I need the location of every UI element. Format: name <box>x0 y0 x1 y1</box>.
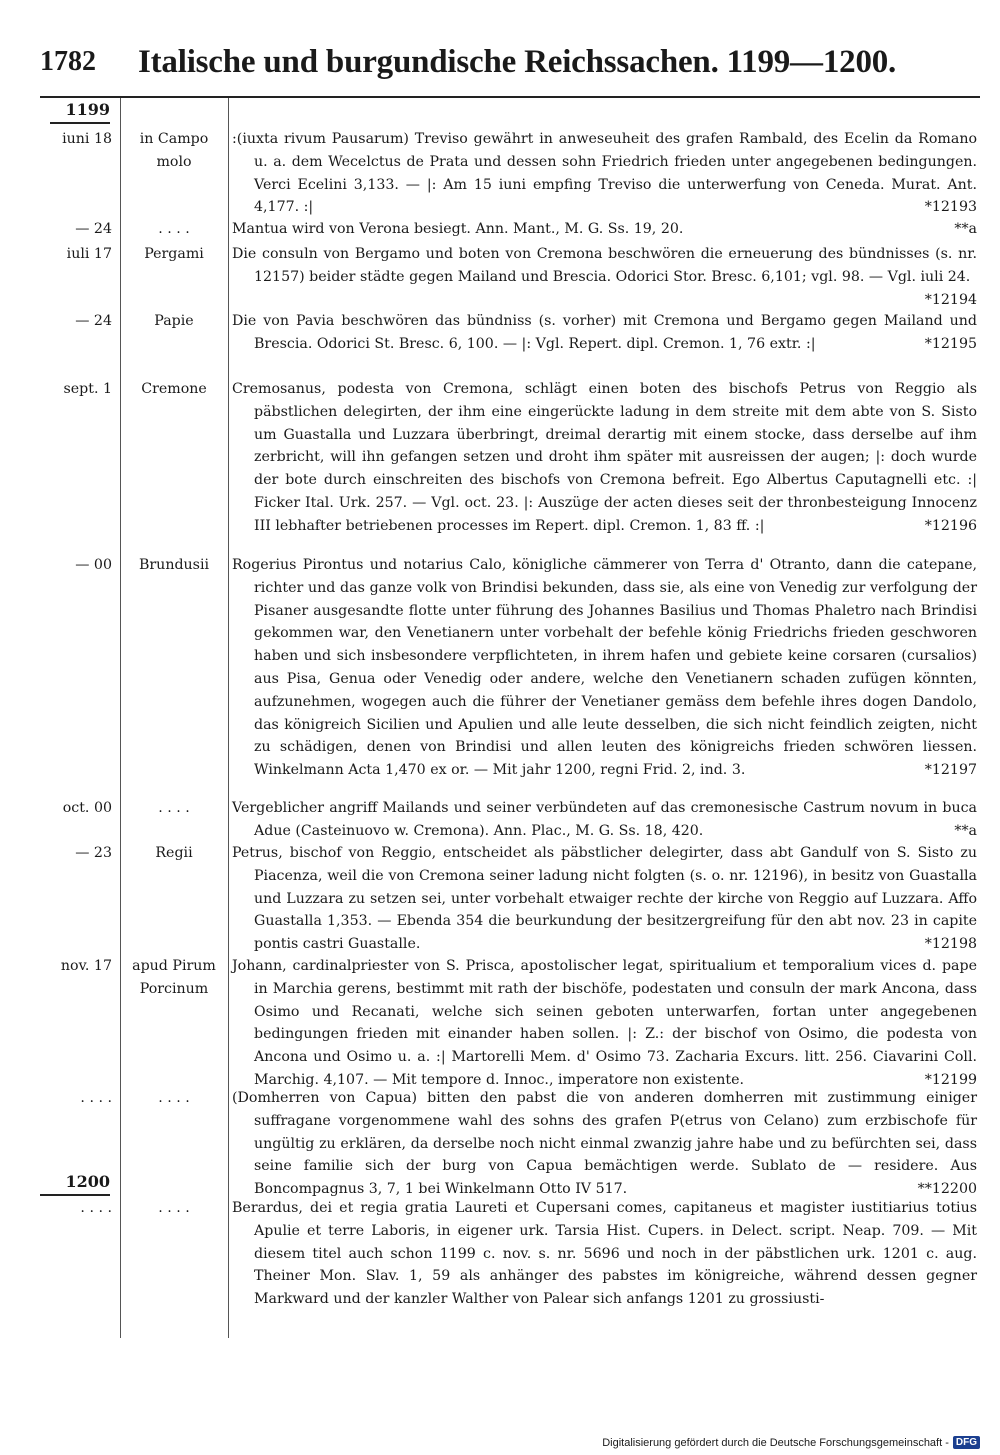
entry-text <box>232 378 977 538</box>
entry-date: — 00 <box>75 557 112 573</box>
entry-date: — 24 <box>75 221 112 237</box>
entry-body: Die von Pavia beschwören das bündniss (s. vorher) mit Cremona und Bergamo gegen Mailand und Brescia. Odorici St. Bresc. 6, 100. — |: Vgl. Repert. dipl. Cremon. 1, 76 extr. :| <box>232 313 977 352</box>
entry-place: Brundusii <box>138 557 210 573</box>
column-divider-date <box>120 98 121 1338</box>
entry-place: . . . . <box>158 1090 190 1106</box>
entry-date: — 24 <box>75 313 112 329</box>
year-mark-1199: 1199 <box>50 100 110 124</box>
entry-place: apud Pirum Porcinum <box>132 958 216 997</box>
entry-date: oct. 00 <box>62 800 112 816</box>
entry-date: . . . . <box>80 1200 112 1216</box>
page-number: 1782 <box>40 46 96 77</box>
entry-text <box>232 310 977 356</box>
entry-text <box>232 128 977 219</box>
entry-date: — 23 <box>75 845 112 861</box>
entry-place: Pergami <box>144 246 204 262</box>
column-divider-place <box>228 98 229 1338</box>
entry-text <box>232 243 977 311</box>
entry-date: nov. 17 <box>60 958 112 974</box>
entry-body: Petrus, bischof von Reggio, entscheidet als päbstlicher delegirter, dass abt Gandulf von S. Sisto zu Piacenza, weil die von Cremona seiner ladung nicht folgten (s. o. nr. 12196), in besitz von Guastalla und Luzzara zu setzen sei, unter vorbehalt etwaiger rechte der kirche von Reggio auf Luzzara. Affo Guastalla 1,353. — Ebenda 354 die beurkundung der besitzergreifung für den abt nov. 23 in capite pontis castri Guastalle. <box>232 845 977 953</box>
year-mark-1200: 1200 <box>40 1172 110 1196</box>
entry-body: (Domherren von Capua) bitten den pabst die von anderen domherren mit zustimmung einiger suffragane vorgenommene wahl des sohns des grafen P(etrus von Celano) zum erzbischofe für ungültig zu erklären, da derselbe noch nicht einmal zwanzig jahre habe und zu befürchten sei, dass seine familie sich der burg von Capua bemächtigen werde. Sublato de — residere. Aus Boncompagnus 3, 7, 1 bei Winkelmann Otto IV 517. <box>232 1090 977 1198</box>
entry-place: Papie <box>154 313 194 329</box>
entry-body: Rogerius Pirontus und notarius Calo, königliche cämmerer von Terra d' Otranto, dann die catepane, richter und das ganze volk von Brindisi bekunden, dass sie, als eine von Venedig zur verfolgung der Pisaner ausgesandte flotte unter führung des Johannes Basilius und Thomas Phaletro nach Brindisi gekommen war, den Venetianern unter vorbehalt der befehle könig Friedrichs frieden geschworen haben und sich insbesondere verpflichteten, in ihrem hafen und gebiete keine corsaren (cursalios) aus Pisa, Genua oder Venedig oder andere, welche den Venetianern schaden zufügen könnten, aufzunehmen, wogegen auch die führer der Venetianer gemäss dem befehle ihres dogen Dandolo, das königreich Sicilien und Apulien und alle leute desselben, die sich nicht feindlich zeigten, nicht zu schädigen, denen von Brindisi und allen leuten des königreichs frieden schwören liessen. Winkelmann Acta 1,470 ex or. — Mit jahr 1200, regni Frid. 2, ind. 3. <box>232 557 977 779</box>
regest-number: **a <box>954 822 977 839</box>
entry-text <box>232 1087 977 1201</box>
entry-text <box>232 955 977 1092</box>
regest-number: *12193 <box>924 199 977 216</box>
entry-text <box>232 218 977 241</box>
entry-date: . . . . <box>80 1090 112 1106</box>
entry-body: Berardus, dei et regia gratia Laureti et Cupersani comes, capitaneus et magister iustitiarius totius Apulie et terre Laboris, in eigener urk. Tarsia Hist. Cupers. in Delect. script. Neap. 709. — Mit diesem titel auch schon 1199 c. nov. s. nr. 5696 und noch in der päbstlichen urk. 1201 c. aug. Theiner Mon. Slav. 1, 59 als anhänger des pabstes im königreiche, während dessen gegner Markward und der kanzler Walther von Palear sich anfangs 1201 zu grossiusti- <box>232 1200 977 1308</box>
entry-body: Johann, cardinalpriester von S. Prisca, apostolischer legat, spiritualium et temporalium vices d. pape in Marchia gerens, bestimmt mit rath der bischöfe, podestaten und consuln der mark Ancona, dass Osimo und Recanati, welche sich seinen geboten unterwarfen, fortan unter angegebenen bedingungen frieden mit einander haben sollen. |: Z.: der bischof von Osimo, die podesta von Ancona und Osimo u. a. :| Martorelli Mem. d' Osimo 73. Zacharia Excurs. litt. 256. Ciavarini Coll. Marchig. 4,107. — Mit tempore d. Innoc., imperatore non existente. <box>232 958 977 1088</box>
entry-place: Cremone <box>141 381 207 397</box>
entry-body: Die consuln von Bergamo und boten von Cremona beschwören die erneuerung des bündnisses (s. nr. 12157) beider städte gegen Mailand und Brescia. Odorici Stor. Bresc. 6,101; vgl. 98. — Vgl. iuli 24. <box>232 246 977 285</box>
entry-text <box>232 842 977 956</box>
regest-number: *12199 <box>924 1071 977 1088</box>
entry-place: . . . . <box>158 800 190 816</box>
entry-place: Regii <box>155 845 193 861</box>
entry-date: sept. 1 <box>63 381 112 397</box>
footer-credit-text: Digitalisierung gefördert durch die Deutsche Forschungsgemeinschaft - <box>602 1436 949 1449</box>
footer-credit <box>602 1436 980 1449</box>
regest-number: *12198 <box>924 936 977 953</box>
entry-text <box>232 797 977 843</box>
regest-number: **a <box>954 221 977 237</box>
entry-body: :(iuxta rivum Pausarum) Treviso gewährt in anweseuheit des grafen Rambald, des Ecelin da Romano u. a. dem Wecelctus de Prata und dessen sohn Friedrich frieden unter angegebenen bedingungen. Verci Ecelini 3,133. — |: Am 15 iuni empfing Treviso die unterwerfung von Ceneda. Murat. Ant. 4,177. :| <box>232 131 977 216</box>
regest-number: *12194 <box>924 291 977 308</box>
regest-number: *12196 <box>924 517 977 534</box>
entry-place: . . . . <box>158 221 190 237</box>
regest-number: *12195 <box>924 335 977 352</box>
entry-date: iuni 18 <box>62 131 112 147</box>
page-title: Italische und burgundische Reichssachen. 1199—1200. <box>138 44 897 80</box>
entry-body: Cremosanus, podesta von Cremona, schlägt einen boten des bischofs Petrus von Reggio als päbstlichen delegirten, der ihm eine eingerückte ladung in dem streite mit dem abte von S. Sisto um Guastalla und Luzzara überbringt, dreimal derartig mit einem stocke, dass derselbe auf ihm zerbricht, will ihn gefangen setzen und droht ihm später mit ausreissen der augen; |: doch wurde der bote durch einschreiten des bischofs von Cremona befreit. Ego Albertus Caputagnelli etc. :| Ficker Ital. Urk. 257. — Vgl. oct. 23. |: Auszüge der acten dieses seit der thronbesteigung Innocenz III lebhafter betriebenen processes im Repert. dipl. Cremon. 1, 83 ff. :| <box>232 381 977 534</box>
header-rule <box>40 96 980 98</box>
entry-place: . . . . <box>158 1200 190 1216</box>
entry-body: Mantua wird von Verona besiegt. Ann. Mant., M. G. Ss. 19, 20. <box>232 221 684 237</box>
entry-text <box>232 554 977 782</box>
entry-body: Vergeblicher angriff Mailands und seiner verbündeten auf das cremonesische Castrum novum in buca Adue (Casteinuovo w. Cremona). Ann. Plac., M. G. Ss. 18, 420. <box>232 800 977 839</box>
regest-number: **12200 <box>917 1181 977 1198</box>
regest-number: *12197 <box>924 762 977 779</box>
entry-text <box>232 1197 977 1311</box>
entry-place: in Campo molo <box>139 131 209 170</box>
entry-date: iuli 17 <box>66 246 112 262</box>
dfg-logo-icon: DFG <box>953 1436 980 1449</box>
